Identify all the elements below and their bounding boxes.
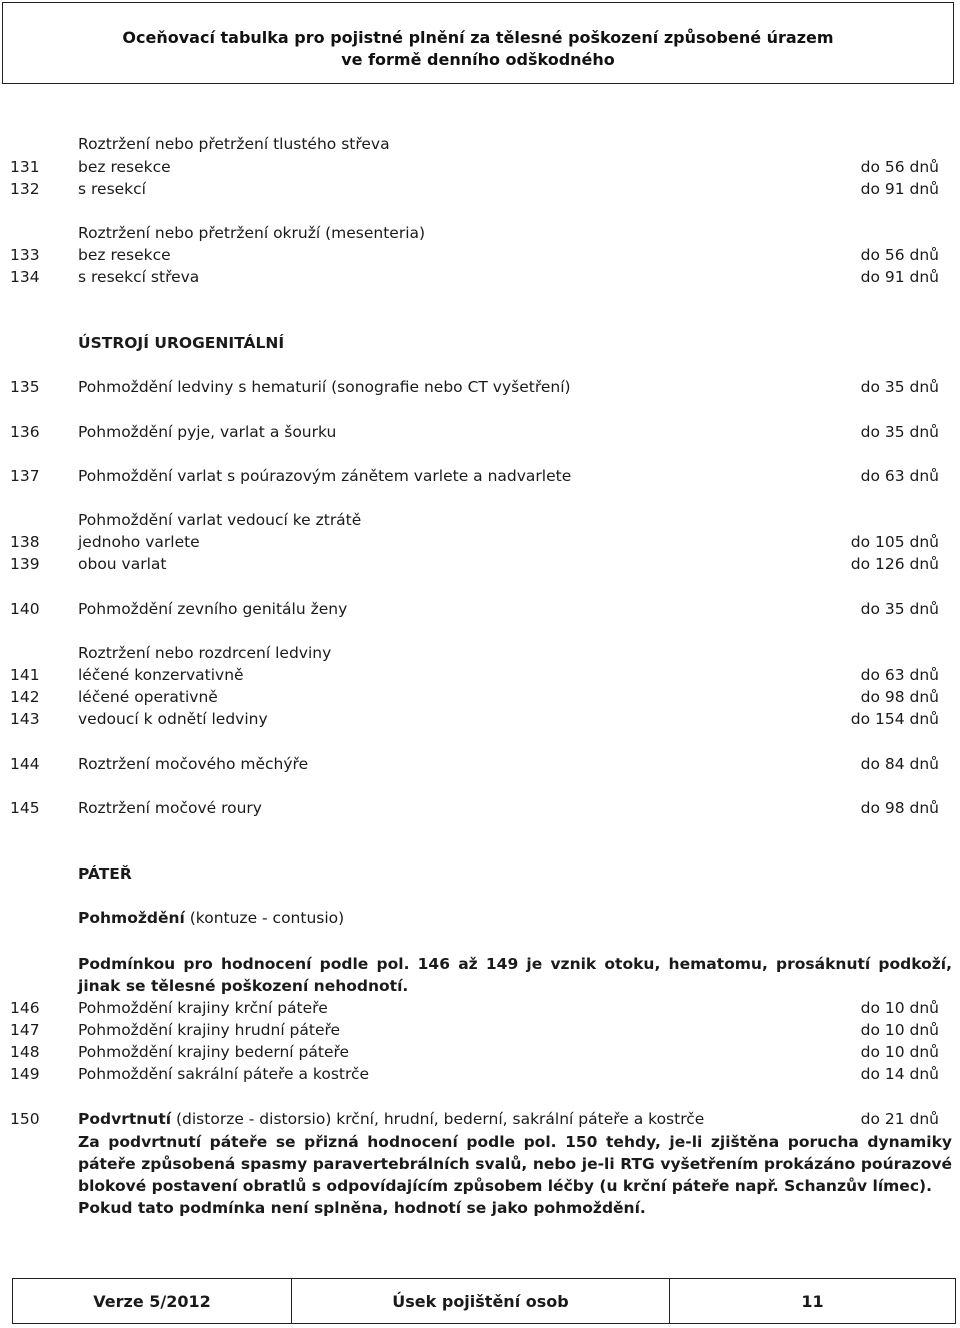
table-row <box>0 598 960 620</box>
item-description: s resekcí <box>78 180 146 198</box>
item-duration: do 98 dnů <box>860 799 939 817</box>
item-description: Pohmoždění zevního genitálu ženy <box>78 600 348 618</box>
item-duration: do 126 dnů <box>850 555 939 573</box>
item-group-label: Pohmoždění varlat vedoucí ke ztrátě <box>78 511 362 529</box>
item-description: Pohmoždění sakrální páteře a kostrče <box>78 1065 370 1083</box>
item-description: vedoucí k odnětí ledviny <box>78 710 268 728</box>
item-description <box>78 1108 704 1130</box>
item-group-label: Roztržení nebo přetržení okruží (mesenteria) <box>78 224 426 242</box>
item-description: Pohmoždění varlat s poúrazovým zánětem varlete a nadvarlete <box>78 467 572 485</box>
item-number: 131 <box>10 158 40 176</box>
item-number: 149 <box>10 1065 40 1083</box>
item-description: Pohmoždění krajiny bederní páteře <box>78 1043 350 1061</box>
item-duration: do 21 dnů <box>860 1110 939 1128</box>
item-description: Pohmoždění ledviny s hematurií (sonografie nebo CT vyšetření) <box>78 378 571 396</box>
footer-department: Úsek pojištění osob <box>291 1279 669 1323</box>
item-number: 148 <box>10 1043 40 1061</box>
item-description: Pohmoždění pyje, varlat a šourku <box>78 423 337 441</box>
term-bold: Pohmoždění <box>78 909 185 927</box>
table-row <box>0 708 960 730</box>
footer-version: Verze 5/2012 <box>93 1291 211 1311</box>
item-number: 139 <box>10 555 40 573</box>
item-number: 147 <box>10 1021 40 1039</box>
item-duration: do 14 dnů <box>860 1065 939 1083</box>
item-description: s resekcí střeva <box>78 268 200 286</box>
item-number: 137 <box>10 467 40 485</box>
item-description: léčené konzervativně <box>78 666 244 684</box>
item-duration: do 63 dnů <box>860 666 939 684</box>
table-row <box>0 1063 960 1085</box>
item-number: 132 <box>10 180 40 198</box>
item-description: léčené operativně <box>78 688 218 706</box>
item-number: 150 <box>10 1110 40 1128</box>
item-number: 140 <box>10 600 40 618</box>
item-duration: do 63 dnů <box>860 467 939 485</box>
item-duration: do 91 dnů <box>860 180 939 198</box>
header-title-line-2: ve formě denního odškodného <box>341 50 615 69</box>
table-row <box>0 244 960 266</box>
item-description: Pohmoždění krajiny hrudní páteře <box>78 1021 341 1039</box>
section-heading: PÁTEŘ <box>78 865 132 883</box>
note-sprain-condition: Za podvrtnutí páteře se přizná hodnocení podle pol. 150 tehdy, je-li zjištěna porucha dynamiky páteře způsobená spasmy paravertebrálních svalů, nebo je-li RTG vyšetřením prokázáno poúrazové blokové postavení obratlů s odpovídajícím způsobem léčby (u krční páteře např. Schanzův límec). <box>78 1133 952 1195</box>
note-sprain-else: Pokud tato podmínka není splněna, hodnotí se jako pohmoždění. <box>78 1199 646 1217</box>
item-number: 133 <box>10 246 40 264</box>
item-number: 144 <box>10 755 40 773</box>
table-row <box>0 642 960 664</box>
item-duration: do 10 dnů <box>860 1021 939 1039</box>
item-duration: do 56 dnů <box>860 158 939 176</box>
term-bold: Podvrtnutí <box>78 1110 172 1128</box>
table-row <box>0 1108 960 1130</box>
table-row <box>0 509 960 531</box>
note-contusion-condition: Podmínkou pro hodnocení podle pol. 146 až 149 je vznik otoku, hematomu, prosáknutí podkoží, jinak se tělesné poškození nehodnotí. <box>78 955 952 995</box>
header-title-line-1: Oceňovací tabulka pro pojistné plnění za tělesné poškození způsobené úrazem <box>122 28 834 47</box>
item-number: 146 <box>10 999 40 1017</box>
item-description: Pohmoždění krajiny krční páteře <box>78 999 328 1017</box>
section-heading-urogenital <box>0 332 960 354</box>
table-row <box>0 907 960 929</box>
item-duration: do 98 dnů <box>860 688 939 706</box>
document-header <box>2 2 954 84</box>
item-description: obou varlat <box>78 555 167 573</box>
section-heading: ÚSTROJÍ UROGENITÁLNÍ <box>78 334 285 352</box>
table-row <box>0 797 960 819</box>
item-group-label <box>78 907 344 929</box>
table-row <box>0 1041 960 1063</box>
term-rest: (kontuze - contusio) <box>184 909 345 927</box>
item-duration: do 154 dnů <box>850 710 939 728</box>
item-group-label: Roztržení nebo rozdrcení ledviny <box>78 644 332 662</box>
item-description: Roztržení močového měchýře <box>78 755 309 773</box>
item-number: 143 <box>10 710 40 728</box>
table-row <box>0 465 960 487</box>
table-row <box>0 997 960 1019</box>
item-number: 145 <box>10 799 40 817</box>
table-row <box>0 222 960 244</box>
table-row <box>0 686 960 708</box>
table-row <box>0 753 960 775</box>
item-duration: do 91 dnů <box>860 268 939 286</box>
item-duration: do 35 dnů <box>860 600 939 618</box>
term-rest: (distorze - distorsio) krční, hrudní, bederní, sakrální páteře a kostrče <box>171 1110 705 1128</box>
table-row <box>0 156 960 178</box>
table-row <box>0 553 960 575</box>
item-duration: do 10 dnů <box>860 999 939 1017</box>
item-duration: do 35 dnů <box>860 423 939 441</box>
item-description: jednoho varlete <box>78 533 200 551</box>
table-row <box>0 376 960 398</box>
item-duration: do 10 dnů <box>860 1043 939 1061</box>
item-number: 134 <box>10 268 40 286</box>
document-footer <box>12 1278 956 1324</box>
table-row <box>0 133 960 155</box>
item-description: bez resekce <box>78 158 171 176</box>
item-description: bez resekce <box>78 246 171 264</box>
table-row <box>0 1019 960 1041</box>
item-number: 138 <box>10 533 40 551</box>
item-number: 141 <box>10 666 40 684</box>
item-group-label: Roztržení nebo přetržení tlustého střeva <box>78 135 390 153</box>
item-description: Roztržení močové roury <box>78 799 262 817</box>
item-duration: do 35 dnů <box>860 378 939 396</box>
item-number: 142 <box>10 688 40 706</box>
table-row <box>0 178 960 200</box>
item-number: 136 <box>10 423 40 441</box>
table-row <box>0 664 960 686</box>
table-row <box>0 266 960 288</box>
section-heading-spine <box>0 863 960 885</box>
item-duration: do 84 dnů <box>860 755 939 773</box>
table-row <box>0 531 960 553</box>
footer-page-number: 11 <box>669 1279 955 1323</box>
item-number: 135 <box>10 378 40 396</box>
item-duration: do 105 dnů <box>850 533 939 551</box>
item-duration: do 56 dnů <box>860 246 939 264</box>
table-row <box>0 421 960 443</box>
